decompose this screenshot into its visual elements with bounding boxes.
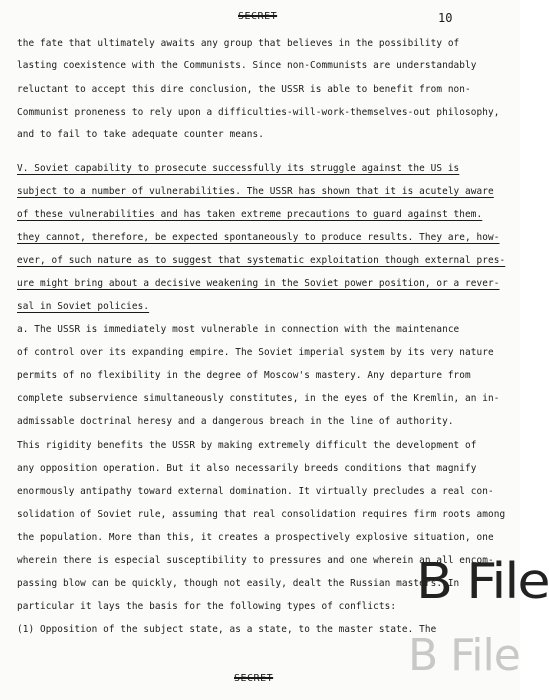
text-line: the population. More than this, it creates a prospectively explosive situation, one — [17, 532, 494, 543]
file-stamp-dark: B File — [416, 553, 549, 610]
classification-mark-top: SECRET — [238, 11, 278, 22]
text-line: admissable doctrinal heresy and a dangerous breach in the line of authority. — [17, 416, 454, 427]
text-line: This rigidity benefits the USSR by making extremely difficult the development of — [17, 440, 477, 451]
text-line: lasting coexistence with the Communists. Since non-Communists are understandably — [17, 60, 477, 71]
text-line: solidation of Soviet rule, assuming that real consolidation requires firm roots among — [17, 509, 506, 520]
text-line: of control over its expanding empire. The Soviet imperial system by its very nature — [17, 347, 494, 358]
file-stamp-light: B File — [408, 630, 520, 681]
text-line: (1) Opposition of the subject state, as a state, to the master state. The — [17, 624, 437, 635]
text-line: any opposition operation. But it also necessarily breeds conditions that magnify — [17, 463, 477, 474]
text-line: passing blow can be quickly, though not easily, dealt the Russian masters. In — [17, 578, 460, 589]
text-line: of these vulnerabilities and has taken extreme precautions to guard against them. — [17, 209, 483, 220]
text-line: a. The USSR is immediately most vulnerable in connection with the maintenance — [17, 324, 460, 335]
text-line: wherein there is especial susceptibility to pressures and one wherein an all encom- — [17, 555, 494, 566]
text-line: ever, of such nature as to suggest that systematic exploitation though external pres- — [17, 255, 506, 266]
text-line: and to fail to take adequate counter means. — [17, 129, 265, 140]
text-line: particular it lays the basis for the following types of conflicts: — [17, 601, 397, 612]
section-v-heading: V. Soviet capability to prosecute successfully its struggle against the US is — [17, 163, 460, 174]
text-line: permits of no flexibility in the degree of Moscow's mastery. Any departure from — [17, 370, 471, 381]
text-line: the fate that ultimately awaits any group that believes in the possibility of — [17, 38, 460, 49]
classification-mark-bottom: SECRET — [234, 673, 274, 684]
text-line: enormously antipathy toward external domination. It virtually precludes a real con- — [17, 486, 494, 497]
text-line: reluctant to accept this dire conclusion, the USSR is able to benefit from non- — [17, 84, 471, 95]
text-line: they cannot, therefore, be expected spontaneously to produce results. They are, how- — [17, 232, 500, 243]
text-line: subject to a number of vulnerabilities. The USSR has shown that it is acutely aware — [17, 186, 494, 197]
text-line: Communist proneness to rely upon a difficulties-will-work-themselves-out philosophy, — [17, 107, 500, 118]
text-line: ure might bring about a decisive weakening in the Soviet power position, or a rever- — [17, 278, 500, 289]
page-number: 10 — [438, 11, 453, 25]
text-line: sal in Soviet policies. — [17, 301, 150, 312]
text-line: complete subservience simultaneously constitutes, in the eyes of the Kremlin, an in- — [17, 393, 500, 404]
